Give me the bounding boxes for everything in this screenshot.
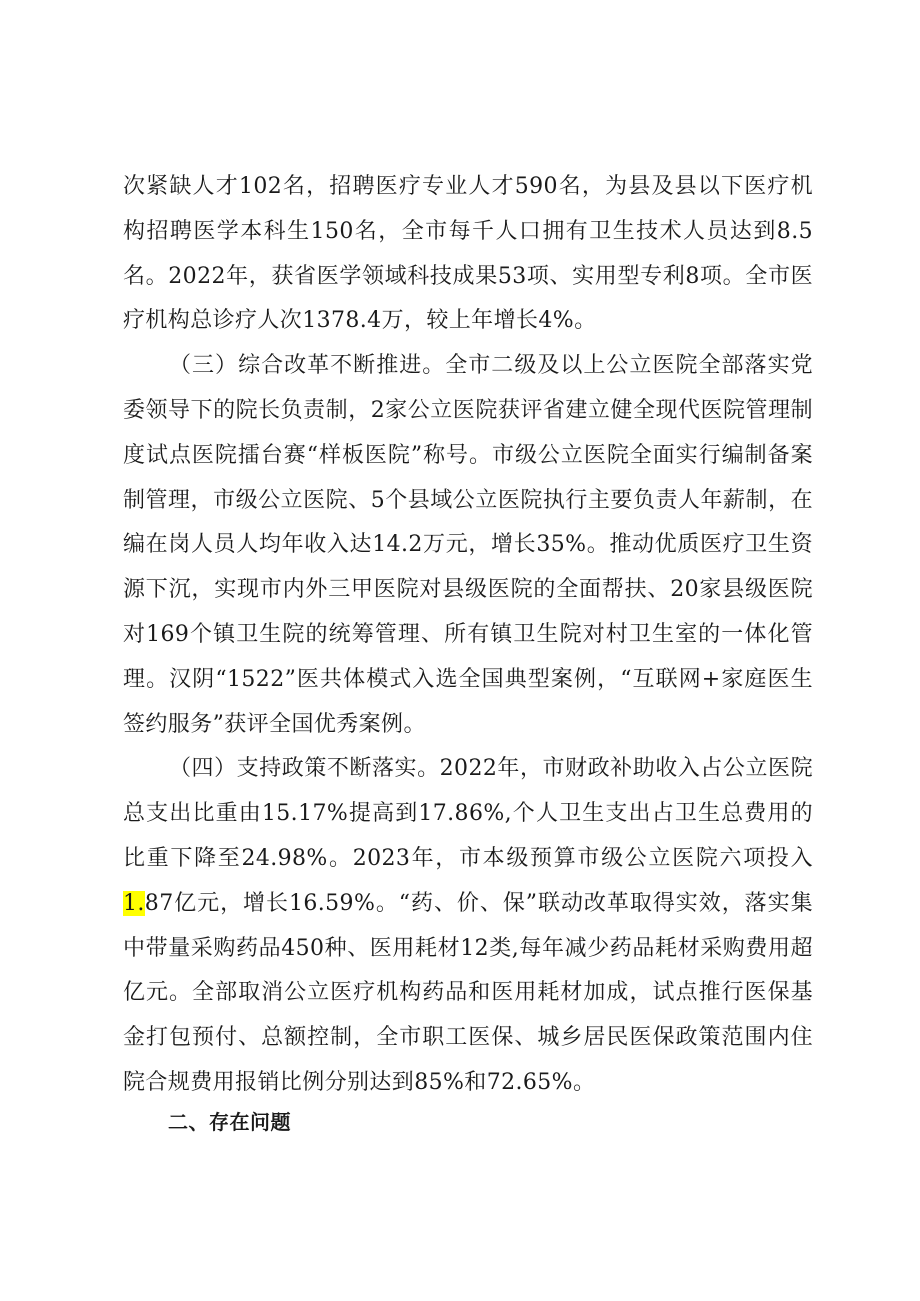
paragraph-policy-text-before: （四）支持政策不断落实。2022年，市财政补助收入占公立医院总支出比重由15.17%提高到17.86%,个人卫生支出占卫生总费用的比重下降至24.98%。2023年，市本级预算市级公立医院六项投入 (123, 756, 813, 871)
highlighted-text: 1. (123, 890, 145, 916)
paragraph-reform (123, 344, 813, 747)
document-body (123, 165, 813, 1106)
paragraph-policy (123, 747, 813, 1105)
paragraph-policy-text-after: 87亿元，增长16.59%。“药、价、保”联动改革取得实效，落实集中带量采购药品450种、医用耗材12类,每年减少药品耗材采购费用超亿元。全部取消公立医疗机构药品和医用耗材加成，试点推行医保基金打包预付、总额控制，全市职工医保、城乡居民医保政策范围内住院合规费用报销比例分别达到85%和72.65%。 (123, 890, 813, 1095)
section-heading: 二、存在问题 (168, 1110, 291, 1134)
paragraph-talent-text: 次紧缺人才102名，招聘医疗专业人才590名，为县及县以下医疗机构招聘医学本科生150名，全市每千人口拥有卫生技术人员达到8.5名。2022年，获省医学领域科技成果53项、实用型专利8项。全市医疗机构总诊疗人次1378.4万，较上年增长4%。 (123, 174, 813, 334)
paragraph-talent (123, 165, 813, 344)
paragraph-reform-text: （三）综合改革不断推进。全市二级及以上公立医院全部落实党委领导下的院长负责制，2家公立医院获评省建立健全现代医院管理制度试点医院擂台赛“样板医院”称号。市级公立医院全面实行编制备案制管理，市级公立医院、5个县域公立医院执行主要负责人年薪制，在编在岗人员人均年收入达14.2万元，增长35%。推动优质医疗卫生资源下沉，实现市内外三甲医院对县级医院的全面帮扶、20家县级医院对169个镇卫生院的统筹管理、所有镇卫生院对村卫生室的一体化管理。汉阴“1522”医共体模式入选全国典型案例，“互联网+家庭医生签约服务”获评全国优秀案例。 (123, 353, 813, 737)
